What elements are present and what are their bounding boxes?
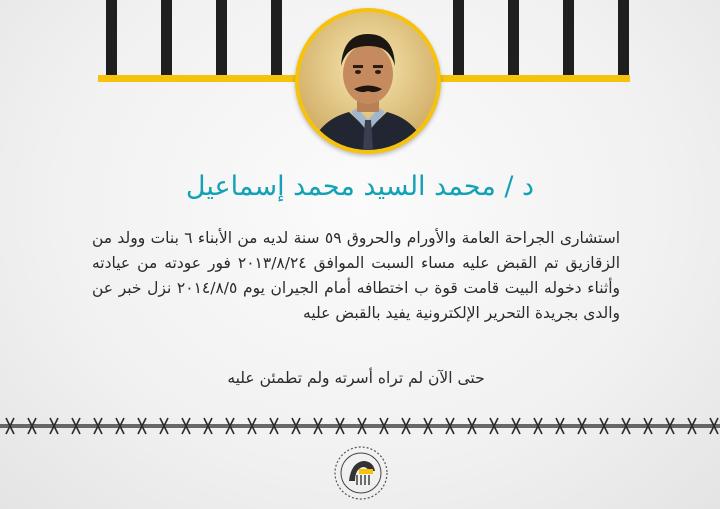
portrait-frame <box>295 8 441 154</box>
closing-line: حتى الآن لم تراه أسرته ولم تطمئن عليه <box>227 369 485 387</box>
barbed-wire-icon <box>0 414 720 438</box>
bio-paragraph: استشارى الجراحة العامة والأورام والحروق ٥٩ سنة لديه من الأبناء ٦ بنات وولد من الزقازيق تم القبض عليه مساء السبت الموافق ٢٠١٣/٨/٢٤ فور عودته من عيادته وأثناء دخوله البيت قامت قوة ب اختطافه أمام الجيران يوم ٢٠١٤/٨/٥ نزل خبر عن والدى بجريدة التحرير الإلكترونية يفيد بالقبض عليه <box>92 229 620 322</box>
person-name-title: د / محمد السيد محمد إسماعيل <box>185 171 535 202</box>
portrait-photo <box>299 12 437 150</box>
organization-seal-logo <box>333 445 389 501</box>
